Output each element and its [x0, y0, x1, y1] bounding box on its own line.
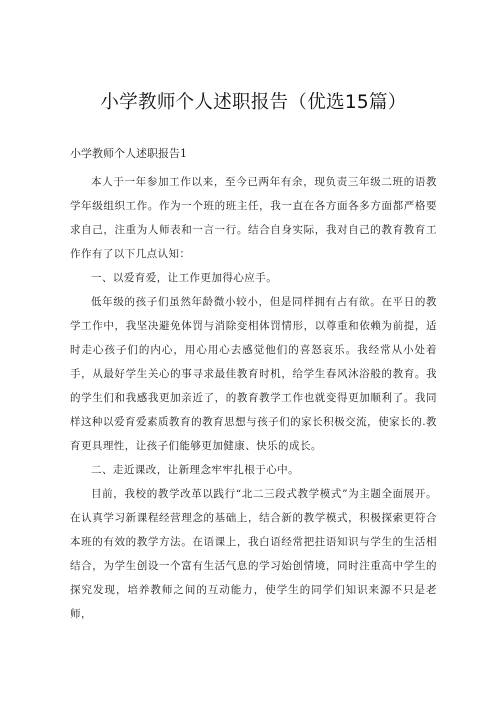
document-title: 小学教师个人述职报告（优选15篇）: [100, 92, 407, 113]
body-paragraph-2: 目前，我校的教学改革以践行“北二三段式教学模式”为主题全面展开。在认真学习新课程经营理念的基础上，结合新的教学模式，积极探索更符合本班的有效的教学方法。在语课上，我白语经常把拄语知识与学生的生活相结合，为学生创设一个富有生活气息的学习始创情境，同时注重高中学生的探究发现，培养教师之间的互动能力，使学生的同学们知识来源不只是老师，: [70, 488, 437, 620]
section-heading-1: 一、以爱育爱，让工作更加得心应手。: [91, 272, 278, 284]
section-subtitle: 小学教师个人述职报告1: [70, 147, 187, 160]
section-heading-2: 二、走近课改，让新理念牢牢扎根于心中。: [91, 464, 300, 476]
body-paragraph-1: 低年级的孩子们虽然年龄微小较小，但是同样拥有占有欲。在平日的教学工作中，我坚决避免体罚与消除变相体罚情形，以尊重和依赖为前提，适时走心孩子们的内心，用心用心去感觉他们的喜怒哀乐。我经常从小处着手，从最好学生关心的事寻求最佳教育时机，给学生春风沐浴般的教育。我的学生们和我感我更加亲近了，的教育教学工作也就变得更加顺利了。我同样这种以爱育爱素质教育的教育思想与孩子们的家长积极交流，使家长的.教育更具理性，让孩子们能够更加健康、快乐的成长。: [70, 296, 437, 452]
intro-paragraph: 本人于一年参加工作以来，至今已两年有余，现负责三年级二班的语教学年级组织工作。作为一个班的班主任，我一直在各方面各多方面都严格要求自己，注重为人师表和一言一行。结合自身实际，我对自己的教育教育工作作有了以下几点认知：: [70, 176, 437, 260]
